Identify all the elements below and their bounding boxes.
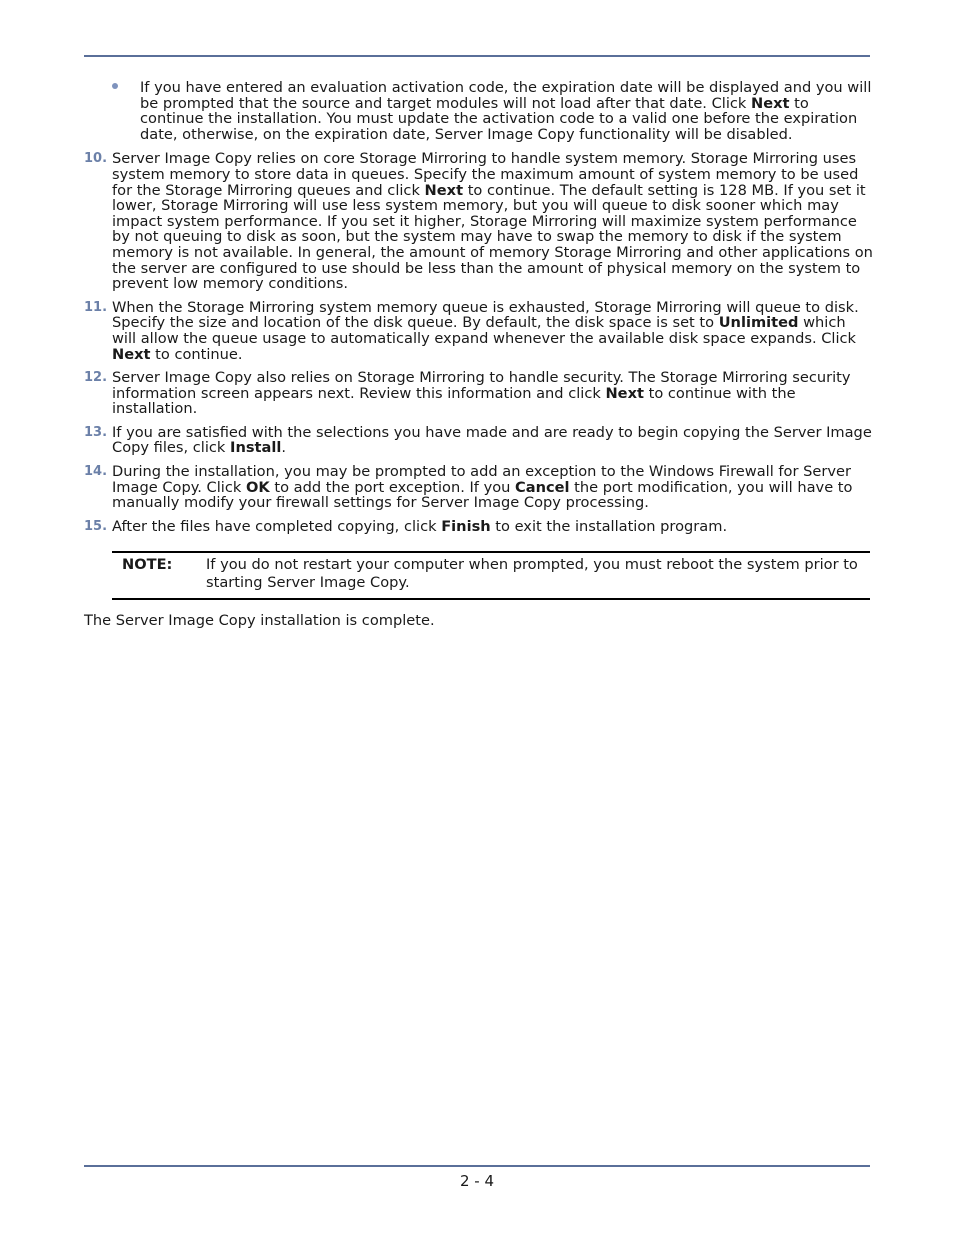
step-number: 14. bbox=[84, 464, 108, 480]
page-number: 2 - 4 bbox=[459, 1172, 495, 1190]
footer-rule bbox=[84, 1165, 870, 1167]
step-13 bbox=[84, 425, 874, 456]
step-text-bold: Unlimited bbox=[718, 314, 799, 332]
bullet-text-post: to continue the installation. You must update the activation code to a valid one before the expiration date, otherwise, on the expiration date, Server Image Copy functionality will be disabled. bbox=[140, 94, 858, 143]
bullet-text-bold: Next bbox=[751, 94, 790, 112]
step-10 bbox=[84, 151, 874, 291]
step-text-post: to continue. The default setting is 128 MB. If you set it lower, Storage Mirroring will use less system memory, but you will queue to disk sooner which may impact system performance. If you set it higher, Storage Mirroring will maximize system performance by not queuing to disk as soon, but the system may have to swap the memory to disk if the system memory is not available. In general, the amount of memory Storage Mirroring and other applications on the server are configured to use should be less than the amount of physical memory on the system to prevent low memory conditions. bbox=[112, 181, 873, 293]
step-text-bold: Next bbox=[112, 345, 151, 363]
step-14 bbox=[84, 464, 874, 511]
step-text-post: to continue. bbox=[150, 345, 243, 363]
step-text-pre: During the installation, you may be prompted to add an exception to the Windows Firewall for Server Image Copy. Click bbox=[112, 463, 851, 496]
step-text-mid: which will allow the queue usage to automatically expand whenever the available disk space expands. Click bbox=[112, 314, 856, 347]
step-15 bbox=[84, 519, 874, 535]
step-text-post: . bbox=[281, 439, 286, 457]
closing-paragraph: The Server Image Copy installation is complete. bbox=[84, 612, 435, 630]
step-text-post: to continue with the installation. bbox=[112, 384, 796, 418]
step-text-pre: When the Storage Mirroring system memory queue is exhausted, Storage Mirroring will queue to disk. Specify the size and location of the disk queue. By default, the disk space is set to bbox=[112, 298, 859, 332]
step-number: 12. bbox=[84, 370, 108, 386]
step-text-mid: to add the port exception. If you bbox=[269, 478, 516, 496]
step-text-bold: Next bbox=[424, 181, 464, 199]
step-number: 11. bbox=[84, 299, 108, 315]
step-text-bold: Install bbox=[230, 439, 282, 457]
note-label: NOTE: bbox=[122, 556, 173, 574]
step-text-bold: Cancel bbox=[515, 478, 570, 496]
step-text-bold: OK bbox=[245, 478, 270, 496]
note-text: If you do not restart your computer when prompted, you must reboot the system prior to starting Server Image Copy. bbox=[206, 556, 858, 592]
step-text-pre: If you are satisfied with the selections you have made and are ready to begin copying the Server Image Copy files, click bbox=[112, 423, 872, 457]
note-box bbox=[112, 551, 870, 600]
bullet-item-evaluation-code bbox=[84, 80, 874, 142]
step-text-post: to exit the installation program. bbox=[490, 517, 728, 535]
bullet-dot-icon bbox=[112, 83, 118, 89]
step-text-post: the port modification, you will have to manually modify your firewall settings for Server Image Copy processing. bbox=[112, 478, 853, 512]
document-body bbox=[84, 80, 874, 629]
step-number: 13. bbox=[84, 424, 108, 440]
step-text-bold: Next bbox=[605, 384, 644, 402]
step-number: 15. bbox=[84, 518, 108, 534]
step-12 bbox=[84, 370, 874, 417]
step-text-pre: Server Image Copy relies on core Storage Mirroring to handle system memory. Storage Mirroring uses system memory to store data in queues. Specify the maximum amount of system memory to be used for the Storage Mirroring queues and click bbox=[112, 150, 859, 199]
step-text-pre: After the files have completed copying, click bbox=[112, 517, 442, 535]
bullet-text-pre: If you have entered an evaluation activation code, the expiration date will be displayed and you will be prompted that the source and target modules will not load after that date. Click bbox=[140, 79, 872, 112]
step-number: 10. bbox=[84, 151, 108, 167]
step-text-pre: Server Image Copy also relies on Storage Mirroring to handle security. The Storage Mirroring security information screen appears next. Review this information and click bbox=[112, 369, 851, 402]
step-11 bbox=[84, 300, 874, 362]
step-text-bold: Finish bbox=[441, 517, 491, 535]
header-rule bbox=[84, 55, 870, 57]
